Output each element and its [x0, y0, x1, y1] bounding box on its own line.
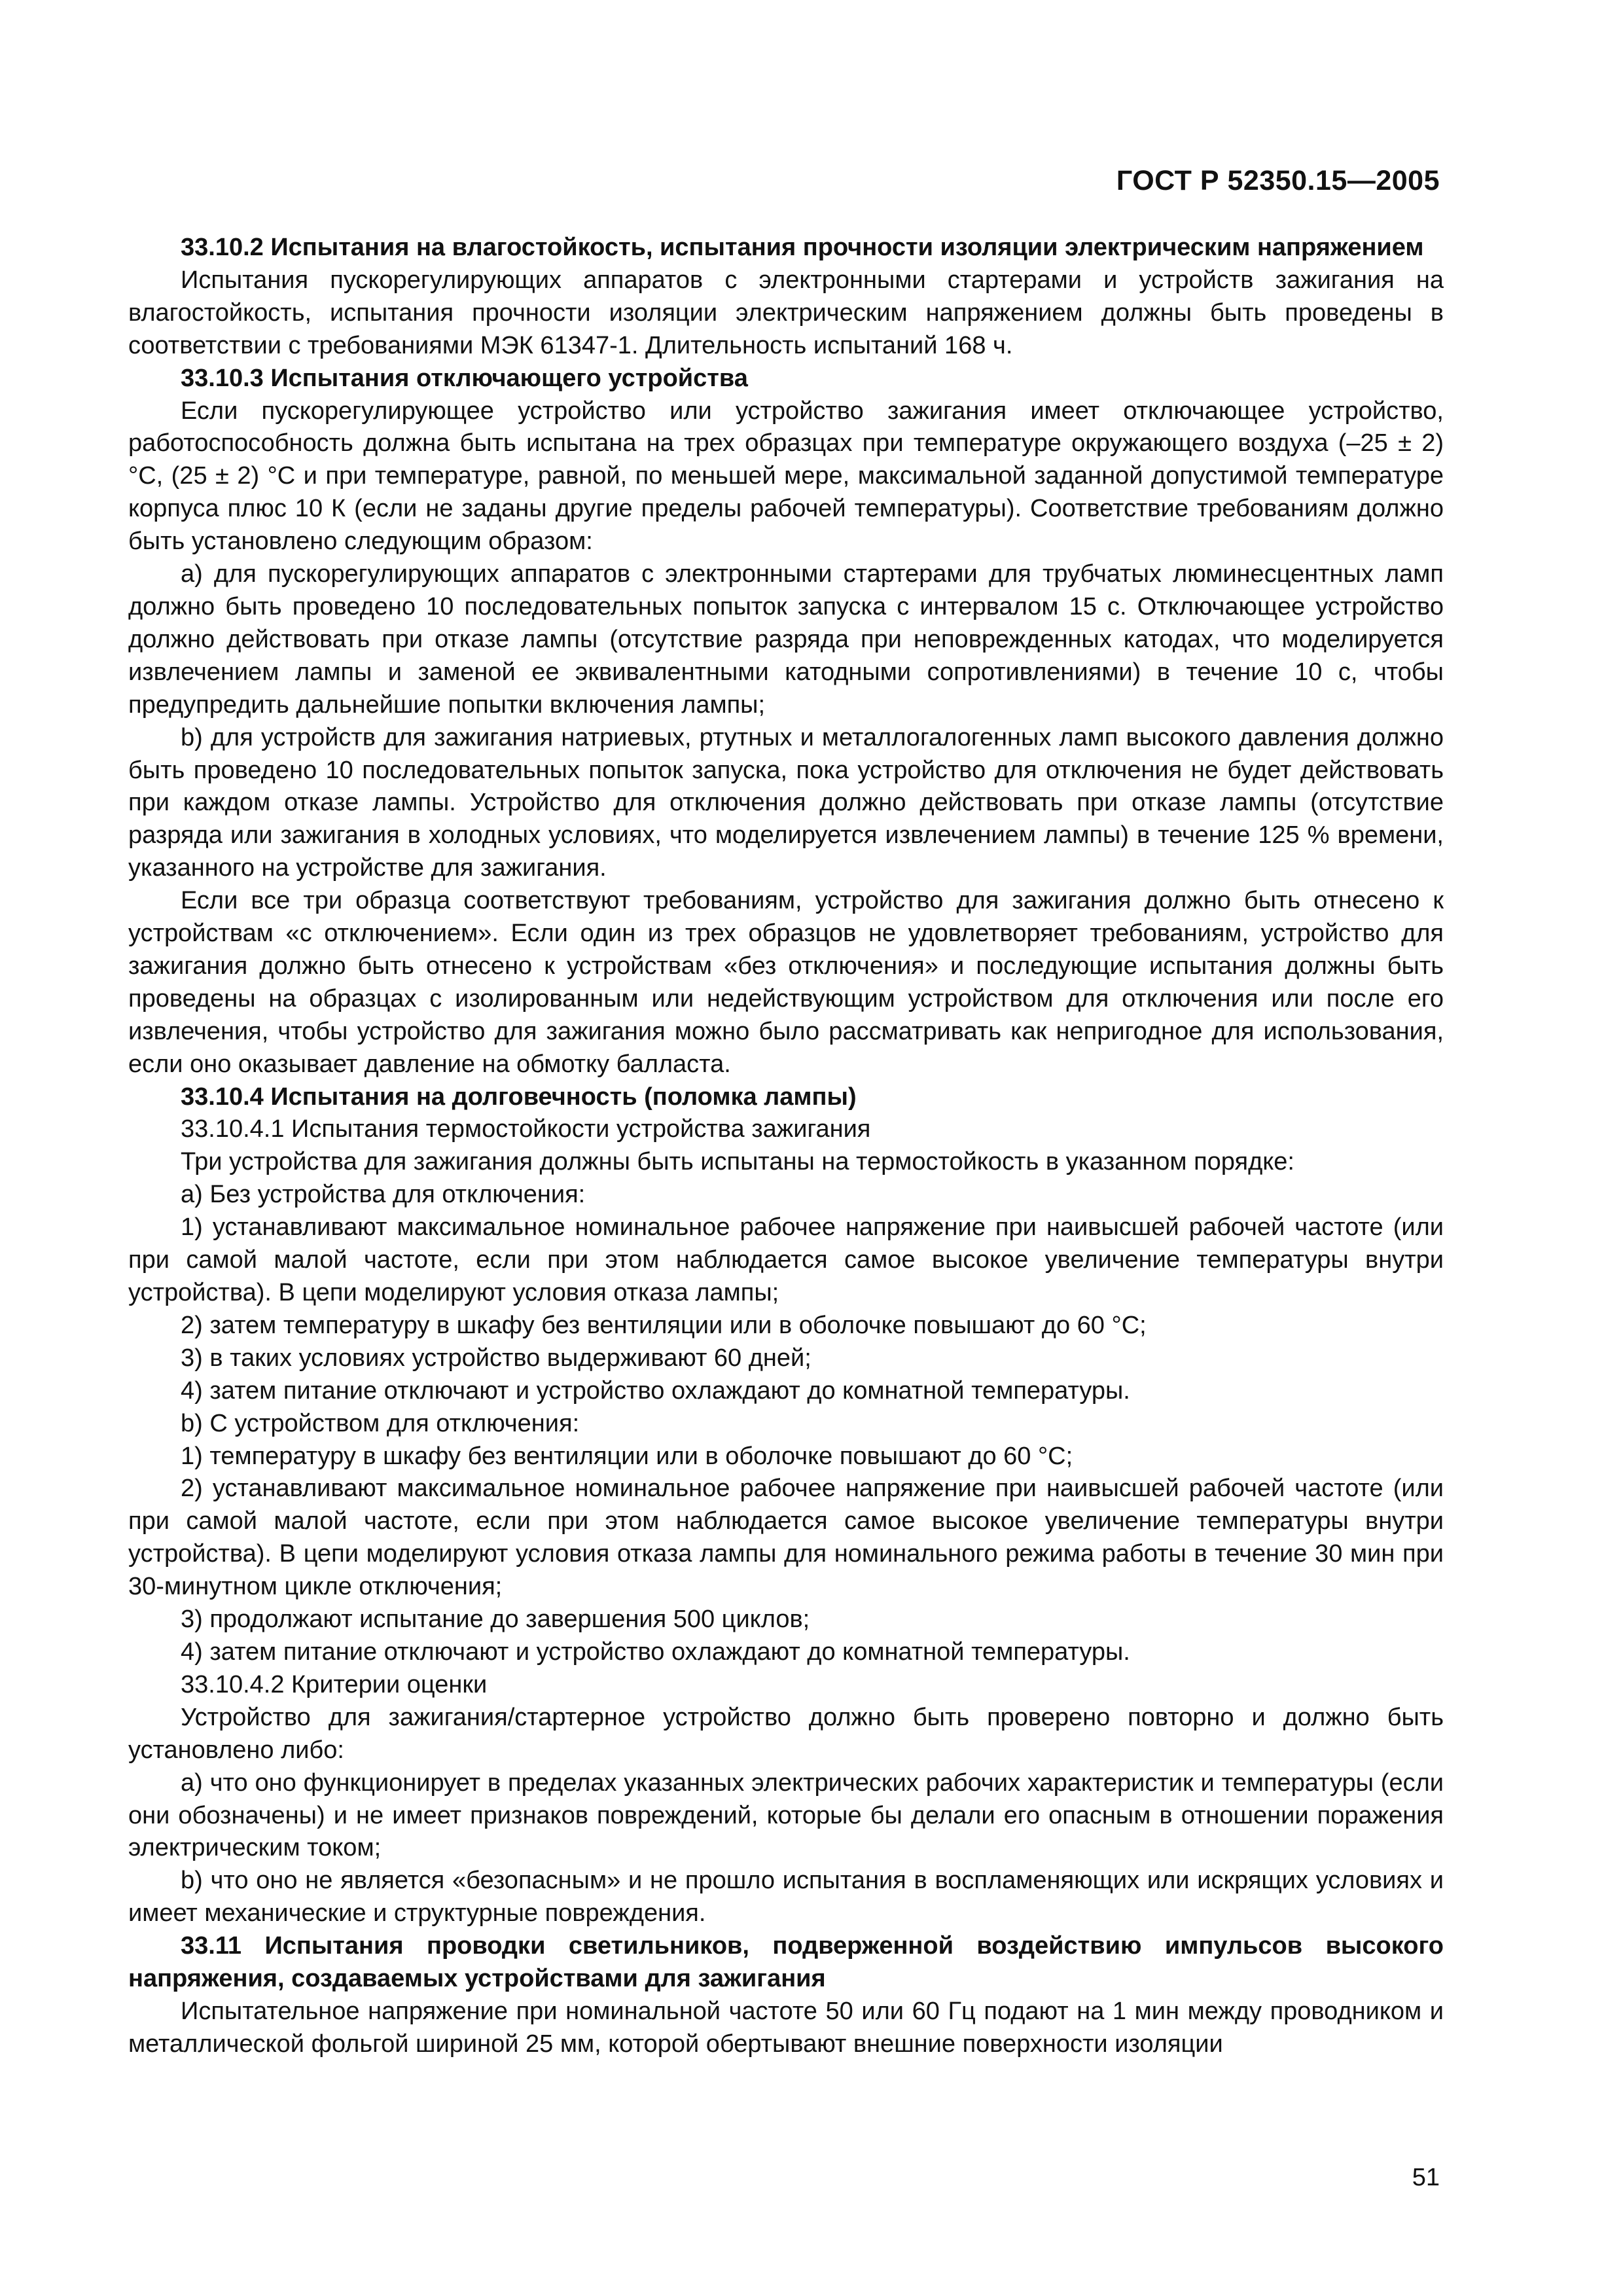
paragraph: Если все три образца соответствуют требованиям, устройство для зажигания должно быть отнесено к устройствам «с отключением». Если один из трех образцов не удовлетворяет требованиям, устройство для зажигания должно быть отнесено к устройствам «без отключения» и последующие испытания должны быть проведены на образцах с изолированным или недействующим устройством для отключения или после его извлечения, чтобы устройство для зажигания можно было рассматривать как непригодное для использования, если оно оказывает давление на обмотку балласта.	[128, 887, 1444, 1078]
section-heading-33-11: 33.11 Испытания проводки светильников, подверженной воздействию импульсов высокого напряжения, создаваемых устройствами для зажигания	[128, 1932, 1444, 1993]
list-item-2: 2) затем температуру в шкафу без вентиляции или в оболочке повышают до 60 °С;	[181, 1311, 1147, 1339]
list-item-3: 3) продолжают испытание до завершения 500 циклов;	[181, 1605, 810, 1634]
paragraph: Испытательное напряжение при номинальной частоте 50 или 60 Гц подают на 1 мин между проводником и металлической фольгой шириной 25 мм, которой обертывают внешние поверхности изоляции	[128, 1997, 1444, 2058]
paragraph: Испытания пускорегулирующих аппаратов с электронными стартерами и устройств зажигания на влагостойкость, испытания прочности изоляции электрическим напряжением должны быть проведены в соответствии с требованиями МЭК 61347-1. Длительность испытаний 168 ч.	[128, 266, 1444, 359]
section-heading-33-10-2: 33.10.2 Испытания на влагостойкость, испытания прочности изоляции электрическим напряжением	[181, 234, 1424, 261]
paragraph: Устройство для зажигания/стартерное устройство должно быть проверено повторно и должно быть установлено либо:	[128, 1703, 1444, 1764]
document-body	[128, 232, 1444, 2061]
section-heading-33-10-4: 33.10.4 Испытания на долговечность (поломка лампы)	[181, 1083, 857, 1111]
list-item-2: 2) устанавливают максимальное номинальное рабочее напряжение при наивысшей рабочей частоте (или при самой малой частоте, если при этом наблюдается самое высокое увеличение температуры внутри устройства). В цепи моделируют условия отказа лампы для номинального режима работы в течение 30 мин при 30-минутном цикле отключения;	[128, 1475, 1444, 1601]
subsection-heading-33-10-4-1: 33.10.4.1 Испытания термостойкости устройства зажигания	[181, 1115, 871, 1143]
list-item-4: 4) затем питание отключают и устройство охлаждают до комнатной температуры.	[181, 1638, 1130, 1666]
list-item-3: 3) в таких условиях устройство выдерживают 60 дней;	[181, 1344, 812, 1372]
list-item-b: b) что оно не является «безопасным» и не прошло испытания в воспламеняющих или искрящих условиях и имеет механические и структурные повреждения.	[128, 1867, 1444, 1928]
list-item-4: 4) затем питание отключают и устройство охлаждают до комнатной температуры.	[181, 1376, 1130, 1405]
list-item-1: 1) температуру в шкафу без вентиляции или в оболочке повышают до 60 °С;	[181, 1442, 1073, 1470]
page-number: 51	[1412, 2164, 1440, 2191]
list-item-a: а) что оно функционирует в пределах указанных электрических рабочих характеристик и температуры (если они обозначены) и не имеет признаков повреждений, которые бы делали его опасным в отношении поражения электрическим током;	[128, 1768, 1444, 1862]
subsection-heading-33-10-4-2: 33.10.4.2 Критерии оценки	[181, 1670, 488, 1698]
list-item-1: 1) устанавливают максимальное номинальное рабочее напряжение при наивысшей рабочей частоте (или при самой малой частоте, если при этом наблюдается самое высокое увеличение температуры внутри устройства). В цепи моделируют условия отказа лампы;	[128, 1213, 1444, 1306]
paragraph: Если пускорегулирующее устройство или устройство зажигания имеет отключающее устройство, работоспособность должна быть испытана на трех образцах при температуре окружающего воздуха (–25 ± 2) °С, (25 ± 2) °С и при температуре, равной, по меньшей мере, максимальной заданной допустимой температуре корпуса плюс 10 К (если не заданы другие пределы рабочей температуры). Соответствие требованиям должно быть установлено следующим образом:	[128, 397, 1444, 556]
list-item-b: b) для устройств для зажигания натриевых, ртутных и металлогалогенных ламп высокого давления должно быть проведено 10 последовательных попыток запуска, пока устройство для отключения не будет действовать при каждом отказе лампы. Устройство для отключения должно действовать при отказе лампы (отсутствие разряда или зажигания в холодных условиях, что моделируется извлечением лампы) в течение 125 % времени, указанного на устройстве для зажигания.	[128, 723, 1444, 882]
list-item-b: b) С устройством для отключения:	[181, 1409, 580, 1437]
list-item-a: а) Без устройства для отключения:	[181, 1181, 586, 1209]
standard-header: ГОСТ Р 52350.15—2005	[1116, 165, 1440, 196]
list-item-a: а) для пускорегулирующих аппаратов с электронными стартерами для трубчатых люминесцентных ламп должно быть проведено 10 последовательных попыток запуска с интервалом 15 с. Отключающее устройство должно действовать при отказе лампы (отсутствие разряда при неповрежденных катодах, что моделируется извлечением лампы и заменой ее эквивалентными катодными сопротивлениями) в течение 10 с, чтобы предупредить дальнейшие попытки включения лампы;	[128, 560, 1444, 719]
section-heading-33-10-3: 33.10.3 Испытания отключающего устройства	[181, 364, 748, 392]
paragraph: Три устройства для зажигания должны быть испытаны на термостойкость в указанном порядке:	[181, 1148, 1294, 1176]
